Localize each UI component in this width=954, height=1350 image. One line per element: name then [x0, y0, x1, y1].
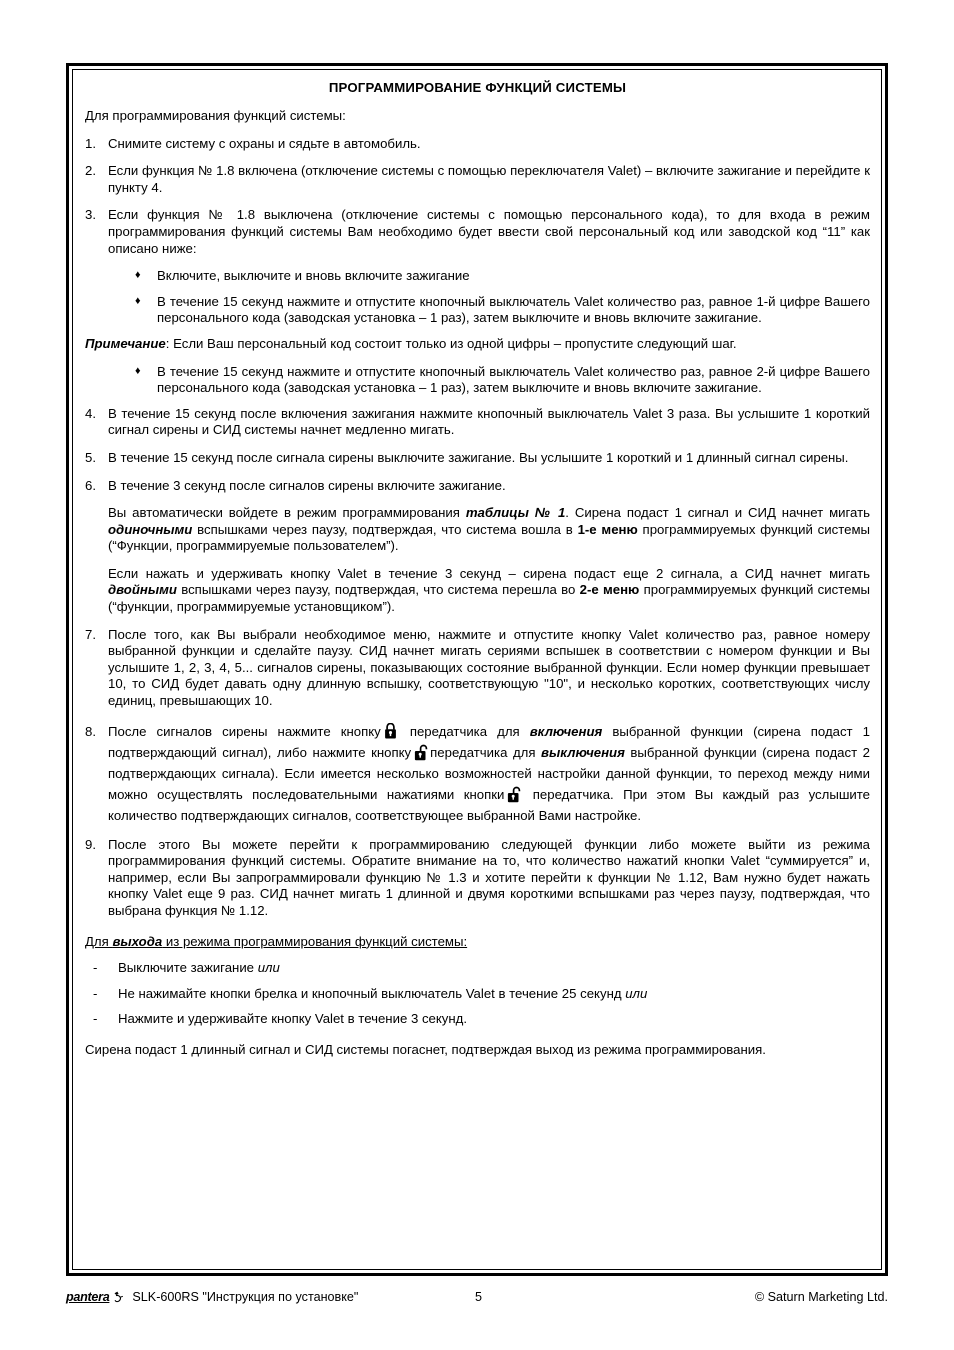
exit-item-text: Выключите зажигание — [118, 960, 258, 976]
step-number: 1. — [85, 135, 96, 151]
step-text: Если функция № 1.8 включена (отключение системы с помощью переключателя Valet) – включите зажигание и перейдите к пункту 4. — [108, 163, 870, 195]
lock-open-icon — [414, 744, 427, 760]
step6-paragraph-menu1 — [108, 505, 870, 555]
emphasis-table1: таблицы № 1 — [465, 505, 566, 521]
text-fragment: передатчика для — [409, 723, 530, 739]
step-item-8 — [85, 721, 870, 826]
step-item-2 — [85, 163, 870, 196]
exit-item-or: или — [625, 985, 648, 1001]
text-fragment: выбранной функции (сирена подаст 1 подтверждающий сигнал), либо нажмите кнопку — [108, 723, 870, 760]
step-number: 8. — [85, 723, 96, 739]
page-title: ПРОГРАММИРОВАНИЕ ФУНКЦИЙ СИСТЕМЫ — [328, 80, 627, 95]
exit-item-text: Не нажимайте кнопки брелка и кнопочный выключатель Valet в течение 25 секунд — [118, 985, 626, 1001]
step-text: В течение 15 секунд после включения зажигания нажмите кнопочный выключатель Valet 3 раза. Вы услышите 1 короткий сигнал сирены и СИД системы начнет медленно мигать. — [108, 405, 870, 438]
step-text: Если функция № 1.8 выключена (отключение системы с помощью персонального кода), то для входа в режим программирования функций системы Вам необходимо будет ввести свой персональный код или заводской код “11” как описано ниже: — [108, 207, 870, 256]
diamond-bullet-icon: ♦ — [135, 294, 141, 307]
dash-bullet-icon: - — [93, 960, 98, 976]
footer-copyright: © Saturn Marketing Ltd. — [754, 1290, 888, 1304]
step-number: 6. — [85, 477, 96, 493]
step-item-1 — [85, 136, 870, 153]
exit-item-1 — [93, 960, 870, 977]
step-number: 4. — [85, 405, 96, 421]
note-paragraph — [85, 336, 870, 353]
text-fragment: Для — [85, 933, 113, 949]
note-text: : Если Ваш персональный код состоит только из одной цифры – пропустите следующий шаг. — [165, 335, 737, 351]
emphasis-menu-2: 2-е меню — [579, 582, 640, 598]
footer-page-number: 5 — [475, 1290, 483, 1304]
step-number: 7. — [85, 626, 96, 642]
step6-paragraph-menu2 — [108, 566, 870, 616]
step-text: В течение 15 секунд после сигнала сирены выключите зажигание. Вы услышите 1 короткий и 1 длинный сигнал сирены. — [108, 449, 849, 465]
step-item-3 — [85, 207, 870, 257]
bullet-item-ignition-cycle — [135, 268, 870, 285]
step-item-7 — [85, 627, 870, 710]
diamond-bullet-icon: ♦ — [135, 269, 141, 282]
lead-paragraph: Для программирования функций системы: — [85, 108, 346, 123]
step-item-6 — [85, 478, 870, 616]
emphasis-exit: выхода — [112, 933, 163, 949]
step-text: После этого Вы можете перейти к программированию следующей функции либо можете выйти из режима программирования функций системы. Обратите внимание на то, что количество нажатий кнопки Valet “суммируется” и, например, если Вы запрограммировали функцию № 1.3 и хотите перейти к функции № 1.12, Вам нужно будет нажать кнопку Valet еще 9 раз. СИД начнет мигать 1 длинной и двумя короткими вспышками раз через паузу, подтверждая, что выбрана функция № 1.12. — [108, 836, 870, 918]
step-item-9 — [85, 837, 870, 920]
step-text: Снимите систему с охраны и сядьте в автомобиль. — [108, 135, 421, 151]
emphasis-menu-1: 1-е меню — [577, 521, 638, 537]
emphasis-double-flash: двойными — [108, 582, 177, 598]
bullet-item-first-digit — [135, 294, 870, 327]
text-fragment: программируемых функций системы (“Функции, программируемые пользователем”). — [108, 521, 871, 554]
exit-item-3 — [93, 1011, 870, 1028]
bullet-text: В течение 15 секунд нажмите и отпустите кнопочный выключатель Valet количество раз, равное 1-й цифре Вашего персонального кода (заводская установка – 1 раз), затем выключите и вновь включите зажигание. — [157, 293, 870, 326]
emphasis-enable: включения — [529, 723, 603, 739]
closing-paragraph: Сирена подаст 1 длинный сигнал и СИД системы погаснет, подтверждая выход из режима программирования. — [85, 1041, 766, 1057]
step-number: 9. — [85, 836, 96, 852]
bullet-text: Включите, выключите и вновь включите зажигание — [157, 268, 470, 284]
step-number: 2. — [85, 163, 96, 179]
step-number: 3. — [85, 207, 96, 223]
dash-bullet-icon: - — [93, 985, 98, 1001]
footer-left-group — [66, 1289, 358, 1305]
diamond-bullet-icon: ♦ — [135, 364, 141, 377]
page-footer — [66, 1286, 888, 1308]
step-item-4 — [85, 406, 870, 439]
lock-closed-icon — [384, 723, 397, 739]
text-fragment: передатчика для — [430, 744, 542, 760]
text-fragment: программируемых функций системы (“функции, программируемые установщиком”). — [108, 582, 870, 615]
text-fragment: вспышками через паузу, подтверждая, что система перешла во — [176, 582, 580, 598]
document-body — [69, 66, 885, 1273]
text-fragment: вспышками через паузу, подтверждая, что система вошла в — [192, 521, 578, 537]
emphasis-single-flash: одиночными — [108, 521, 193, 537]
footer-document-reference: SLK-600RS "Инструкция по установке" — [132, 1290, 359, 1304]
step-text: В течение 3 секунд после сигналов сирены включите зажигание. — [108, 477, 506, 493]
exit-item-or: или — [257, 960, 280, 976]
text-fragment: . Сирена подаст 1 сигнал и СИД начнет мигать — [565, 505, 870, 521]
emphasis-disable: выключения — [541, 744, 625, 760]
text-fragment: Если нажать и удерживать кнопку Valet в течение 3 секунд – сирена подаст еще 2 сигнала, а СИД начнет мигать — [108, 565, 870, 581]
dash-bullet-icon: - — [93, 1011, 98, 1027]
note-label: Примечание — [85, 335, 166, 351]
text-fragment: Вы автоматически войдете в режим программирования — [108, 505, 466, 521]
step-number: 5. — [85, 449, 96, 465]
text-fragment: из режима программирования функций системы: — [162, 933, 468, 949]
content-frame — [66, 63, 888, 1276]
text-fragment: После сигналов сирены нажмите кнопку — [108, 723, 381, 739]
bullet-text: В течение 15 секунд нажмите и отпустите кнопочный выключатель Valet количество раз, равное 2-й цифре Вашего персонального кода (заводская установка – 1 раз), затем выключите и вновь включите зажигание. — [157, 363, 870, 396]
pantera-logo-text: pantera — [66, 1290, 110, 1304]
step-item-5 — [85, 450, 870, 467]
paw-logo-icon — [112, 1290, 126, 1304]
exit-section-heading — [85, 934, 870, 951]
bullet-item-second-digit — [135, 364, 870, 397]
text-fragment: выбранной функции (сирена подаст 2 подтверждающих сигнала). Если имеется несколько возможностей настройки данной функции, то переход между ними можно осуществлять последовательными нажатиями кнопки — [108, 744, 871, 802]
step-text: После того, как Вы выбрали необходимое меню, нажмите и отпустите кнопку Valet количество раз, равное номеру выбранной функции и сделайте паузу. СИД начнет мигать сериями вспышек в соответствии с номером функции и Вы услышите 1, 2, 3, 4, 5... сигналов сирены, показывающих состояние выбранной функции. Если номер функции превышает 10, то СИД будет давать одну длинную вспышку, соответствующую "10", и несколько коротких, соответствующих числу единиц, превышающих 10. — [108, 626, 870, 709]
exit-item-2 — [93, 986, 870, 1003]
exit-item-text: Нажмите и удерживайте кнопку Valet в течение 3 секунд. — [118, 1011, 468, 1027]
text-fragment: передатчика. При этом Вы каждый раз услышите количество подтверждающих сигналов, соответствующее выбранной Вами настройке. — [108, 786, 870, 823]
lock-open-icon — [507, 786, 520, 802]
